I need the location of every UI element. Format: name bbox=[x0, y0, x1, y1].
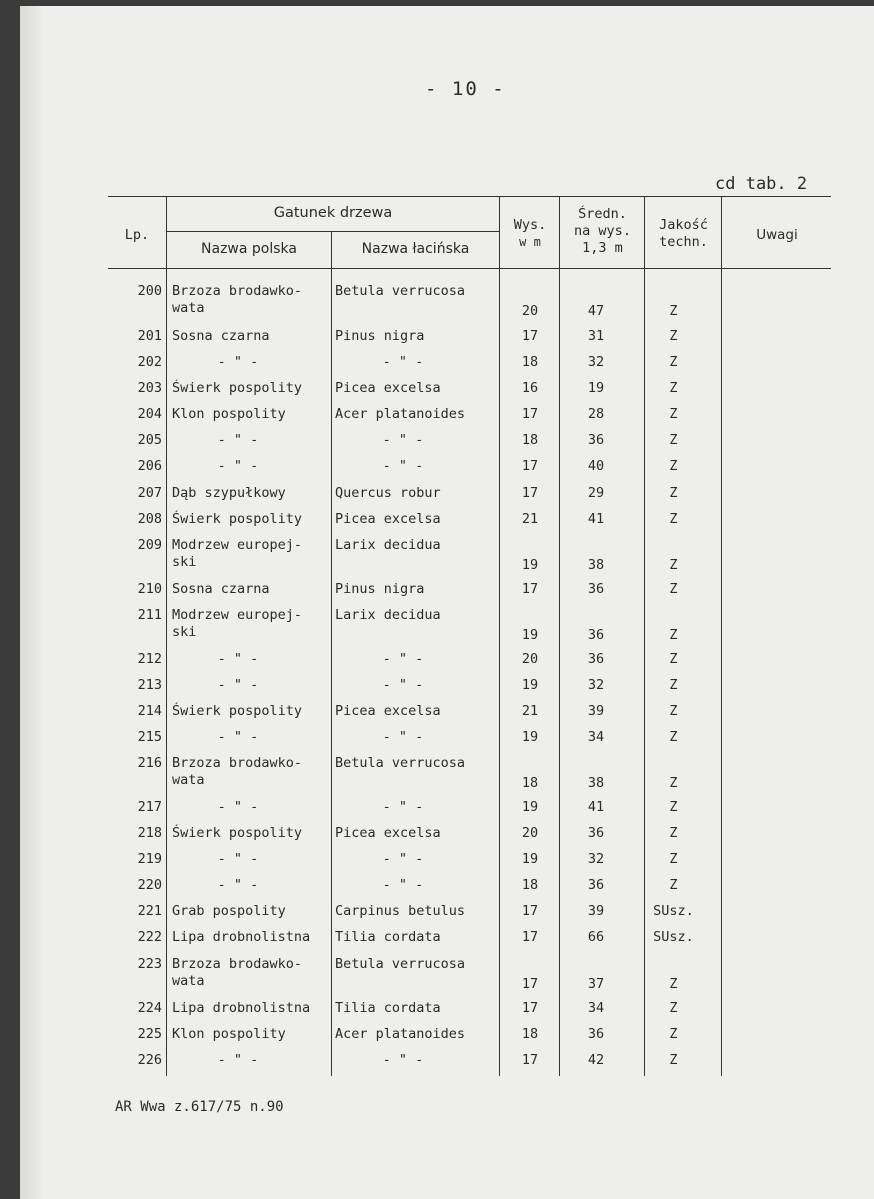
row-diameter: 34 bbox=[587, 1000, 605, 1016]
row-height: 17 bbox=[521, 1052, 539, 1068]
row-height: 18 bbox=[521, 877, 539, 893]
row-name-polish: ski bbox=[172, 554, 197, 570]
row-name-latin: - " - bbox=[382, 458, 424, 474]
row-name-polish: Świerk pospolity bbox=[172, 703, 303, 719]
header-height bbox=[501, 217, 559, 251]
row-diameter: 38 bbox=[587, 557, 605, 573]
row-quality: Z bbox=[669, 354, 678, 370]
row-diameter: 34 bbox=[587, 729, 605, 745]
row-lp: 218 bbox=[137, 825, 162, 841]
header-diameter-line1: Średn. bbox=[578, 206, 627, 222]
row-height: 16 bbox=[521, 380, 539, 396]
row-name-latin: Pinus nigra bbox=[335, 581, 425, 597]
row-diameter: 37 bbox=[587, 976, 605, 992]
row-height: 17 bbox=[521, 929, 539, 945]
page-number: - 10 - bbox=[425, 78, 506, 100]
row-name-polish: Sosna czarna bbox=[172, 328, 270, 344]
row-height: 21 bbox=[521, 703, 539, 719]
row-quality: Z bbox=[669, 775, 678, 791]
row-quality: Z bbox=[669, 485, 678, 501]
row-diameter: 19 bbox=[587, 380, 605, 396]
header-quality-line1: Jakość bbox=[659, 217, 708, 233]
row-name-latin: - " - bbox=[382, 677, 424, 693]
header-lp: Lp. bbox=[124, 227, 150, 243]
row-name-polish: - " - bbox=[217, 677, 259, 693]
row-name-polish: - " - bbox=[217, 1052, 259, 1068]
row-lp: 204 bbox=[137, 406, 162, 422]
row-height: 19 bbox=[521, 851, 539, 867]
row-diameter: 38 bbox=[587, 775, 605, 791]
row-quality: Z bbox=[669, 1026, 678, 1042]
row-lp: 224 bbox=[137, 1000, 162, 1016]
row-name-latin: Acer platanoides bbox=[335, 1026, 466, 1042]
row-lp: 216 bbox=[137, 755, 162, 771]
header-sub-rule bbox=[166, 231, 499, 232]
row-quality: Z bbox=[669, 1000, 678, 1016]
row-name-polish: Lipa drobnolistna bbox=[172, 1000, 311, 1016]
row-lp: 211 bbox=[137, 607, 162, 623]
row-name-latin: Carpinus betulus bbox=[335, 903, 466, 919]
row-quality: Z bbox=[669, 729, 678, 745]
row-diameter: 32 bbox=[587, 851, 605, 867]
row-name-polish: Brzoza brodawko- bbox=[172, 956, 303, 972]
row-diameter: 36 bbox=[587, 581, 605, 597]
row-name-polish: ski bbox=[172, 624, 197, 640]
row-height: 17 bbox=[521, 485, 539, 501]
row-height: 17 bbox=[521, 976, 539, 992]
row-lp: 223 bbox=[137, 956, 162, 972]
row-name-polish: wata bbox=[172, 300, 205, 316]
row-diameter: 32 bbox=[587, 677, 605, 693]
row-name-polish: - " - bbox=[217, 651, 259, 667]
row-name-polish: Świerk pospolity bbox=[172, 380, 303, 396]
row-name-polish: Klon pospolity bbox=[172, 1026, 286, 1042]
row-quality: Z bbox=[669, 677, 678, 693]
row-name-polish: Dąb szypułkowy bbox=[172, 485, 286, 501]
col-divider-height bbox=[559, 196, 560, 1076]
row-quality: Z bbox=[669, 458, 678, 474]
row-height: 18 bbox=[521, 354, 539, 370]
row-diameter: 29 bbox=[587, 485, 605, 501]
row-diameter: 28 bbox=[587, 406, 605, 422]
row-diameter: 40 bbox=[587, 458, 605, 474]
row-name-latin: Betula verrucosa bbox=[335, 283, 466, 299]
row-name-latin: - " - bbox=[382, 354, 424, 370]
row-name-polish: Świerk pospolity bbox=[172, 825, 303, 841]
row-name-latin: - " - bbox=[382, 1052, 424, 1068]
row-lp: 201 bbox=[137, 328, 162, 344]
row-quality: Z bbox=[669, 303, 678, 319]
continuation-label: cd tab. 2 bbox=[715, 174, 808, 194]
row-quality: Z bbox=[669, 406, 678, 422]
row-name-latin: - " - bbox=[382, 729, 424, 745]
row-diameter: 42 bbox=[587, 1052, 605, 1068]
row-name-polish: Modrzew europej- bbox=[172, 607, 303, 623]
document-page bbox=[20, 6, 874, 1199]
row-lp: 205 bbox=[137, 432, 162, 448]
row-lp: 220 bbox=[137, 877, 162, 893]
row-name-polish: - " - bbox=[217, 354, 259, 370]
row-name-latin: Larix decidua bbox=[335, 607, 441, 623]
row-name-latin: Pinus nigra bbox=[335, 328, 425, 344]
row-height: 17 bbox=[521, 1000, 539, 1016]
row-quality: SUsz. bbox=[653, 903, 694, 919]
row-height: 18 bbox=[521, 775, 539, 791]
row-height: 21 bbox=[521, 511, 539, 527]
header-species-group: Gatunek drzewa bbox=[273, 205, 393, 221]
header-diameter bbox=[561, 206, 644, 257]
row-lp: 209 bbox=[137, 537, 162, 553]
row-name-latin: Betula verrucosa bbox=[335, 755, 466, 771]
row-name-polish: Klon pospolity bbox=[172, 406, 286, 422]
row-diameter: 66 bbox=[587, 929, 605, 945]
row-height: 19 bbox=[521, 627, 539, 643]
row-height: 20 bbox=[521, 825, 539, 841]
row-lp: 210 bbox=[137, 581, 162, 597]
page-edge bbox=[20, 6, 42, 1199]
row-lp: 207 bbox=[137, 485, 162, 501]
row-diameter: 41 bbox=[587, 799, 605, 815]
row-name-latin: Quercus robur bbox=[335, 485, 441, 501]
row-name-latin: Betula verrucosa bbox=[335, 956, 466, 972]
row-quality: Z bbox=[669, 877, 678, 893]
col-divider-diameter bbox=[644, 196, 645, 1076]
row-name-polish: - " - bbox=[217, 729, 259, 745]
row-height: 17 bbox=[521, 903, 539, 919]
row-lp: 206 bbox=[137, 458, 162, 474]
row-lp: 219 bbox=[137, 851, 162, 867]
row-height: 17 bbox=[521, 328, 539, 344]
row-height: 19 bbox=[521, 729, 539, 745]
row-name-polish: - " - bbox=[217, 877, 259, 893]
row-diameter: 36 bbox=[587, 651, 605, 667]
header-name-polish: Nazwa polska bbox=[201, 241, 297, 257]
row-height: 19 bbox=[521, 677, 539, 693]
header-diameter-line2: na wys. bbox=[574, 223, 631, 239]
row-height: 19 bbox=[521, 799, 539, 815]
header-quality-line2: techn. bbox=[659, 234, 708, 250]
row-height: 20 bbox=[521, 651, 539, 667]
row-name-polish: Modrzew europej- bbox=[172, 537, 303, 553]
row-lp: 200 bbox=[137, 283, 162, 299]
row-diameter: 41 bbox=[587, 511, 605, 527]
header-bottom-rule bbox=[108, 268, 831, 269]
row-name-polish: Sosna czarna bbox=[172, 581, 270, 597]
row-name-latin: - " - bbox=[382, 851, 424, 867]
row-quality: Z bbox=[669, 703, 678, 719]
row-name-polish: Brzoza brodawko- bbox=[172, 283, 303, 299]
header-height-line2: w m bbox=[519, 235, 541, 249]
row-height: 17 bbox=[521, 406, 539, 422]
row-diameter: 36 bbox=[587, 825, 605, 841]
row-height: 20 bbox=[521, 303, 539, 319]
row-name-latin: - " - bbox=[382, 799, 424, 815]
row-quality: Z bbox=[669, 380, 678, 396]
row-quality: Z bbox=[669, 1052, 678, 1068]
row-height: 17 bbox=[521, 581, 539, 597]
row-lp: 203 bbox=[137, 380, 162, 396]
table-top-rule bbox=[108, 196, 831, 197]
row-name-latin: Larix decidua bbox=[335, 537, 441, 553]
archive-reference: AR Wwa z.617/75 n.90 bbox=[115, 1099, 284, 1115]
row-name-polish: Lipa drobnolistna bbox=[172, 929, 311, 945]
row-name-polish: wata bbox=[172, 772, 205, 788]
row-quality: Z bbox=[669, 651, 678, 667]
row-diameter: 36 bbox=[587, 627, 605, 643]
col-divider-lp bbox=[166, 196, 167, 1076]
row-name-latin: - " - bbox=[382, 877, 424, 893]
row-lp: 213 bbox=[137, 677, 162, 693]
row-name-polish: - " - bbox=[217, 432, 259, 448]
header-quality bbox=[646, 217, 721, 251]
row-quality: SUsz. bbox=[653, 929, 694, 945]
row-name-latin: Tilia cordata bbox=[335, 1000, 441, 1016]
header-diameter-line3: 1,3 m bbox=[582, 240, 623, 256]
row-name-polish: wata bbox=[172, 973, 205, 989]
row-lp: 214 bbox=[137, 703, 162, 719]
row-lp: 217 bbox=[137, 799, 162, 815]
row-quality: Z bbox=[669, 799, 678, 815]
row-lp: 215 bbox=[137, 729, 162, 745]
row-quality: Z bbox=[669, 557, 678, 573]
row-quality: Z bbox=[669, 825, 678, 841]
row-diameter: 36 bbox=[587, 877, 605, 893]
row-height: 18 bbox=[521, 432, 539, 448]
row-lp: 226 bbox=[137, 1052, 162, 1068]
row-quality: Z bbox=[669, 627, 678, 643]
row-name-polish: Brzoza brodawko- bbox=[172, 755, 303, 771]
row-name-polish: Grab pospolity bbox=[172, 903, 286, 919]
row-lp: 222 bbox=[137, 929, 162, 945]
row-lp: 225 bbox=[137, 1026, 162, 1042]
row-quality: Z bbox=[669, 581, 678, 597]
row-quality: Z bbox=[669, 851, 678, 867]
row-lp: 202 bbox=[137, 354, 162, 370]
row-quality: Z bbox=[669, 511, 678, 527]
header-height-line1: Wys. bbox=[513, 217, 547, 233]
row-diameter: 32 bbox=[587, 354, 605, 370]
row-height: 19 bbox=[521, 557, 539, 573]
col-divider-quality bbox=[721, 196, 722, 1076]
row-quality: Z bbox=[669, 976, 678, 992]
row-height: 17 bbox=[521, 458, 539, 474]
row-lp: 208 bbox=[137, 511, 162, 527]
row-diameter: 31 bbox=[587, 328, 605, 344]
row-name-polish: - " - bbox=[217, 458, 259, 474]
row-diameter: 39 bbox=[587, 903, 605, 919]
row-diameter: 39 bbox=[587, 703, 605, 719]
col-divider-latin bbox=[499, 196, 500, 1076]
row-lp: 221 bbox=[137, 903, 162, 919]
row-name-latin: Acer platanoides bbox=[335, 406, 466, 422]
header-name-latin: Nazwa łacińska bbox=[361, 241, 470, 257]
row-lp: 212 bbox=[137, 651, 162, 667]
row-name-polish: - " - bbox=[217, 799, 259, 815]
row-name-latin: Picea excelsa bbox=[335, 511, 441, 527]
row-name-latin: Picea excelsa bbox=[335, 825, 441, 841]
row-name-latin: Tilia cordata bbox=[335, 929, 441, 945]
row-name-polish: - " - bbox=[217, 851, 259, 867]
row-diameter: 36 bbox=[587, 1026, 605, 1042]
row-name-latin: - " - bbox=[382, 651, 424, 667]
col-divider-polish bbox=[331, 231, 332, 1076]
row-quality: Z bbox=[669, 328, 678, 344]
row-name-polish: Świerk pospolity bbox=[172, 511, 303, 527]
row-name-latin: Picea excelsa bbox=[335, 380, 441, 396]
header-notes: Uwagi bbox=[756, 227, 798, 243]
row-name-latin: - " - bbox=[382, 432, 424, 448]
row-quality: Z bbox=[669, 432, 678, 448]
row-height: 18 bbox=[521, 1026, 539, 1042]
row-name-latin: Picea excelsa bbox=[335, 703, 441, 719]
row-diameter: 47 bbox=[587, 303, 605, 319]
row-diameter: 36 bbox=[587, 432, 605, 448]
